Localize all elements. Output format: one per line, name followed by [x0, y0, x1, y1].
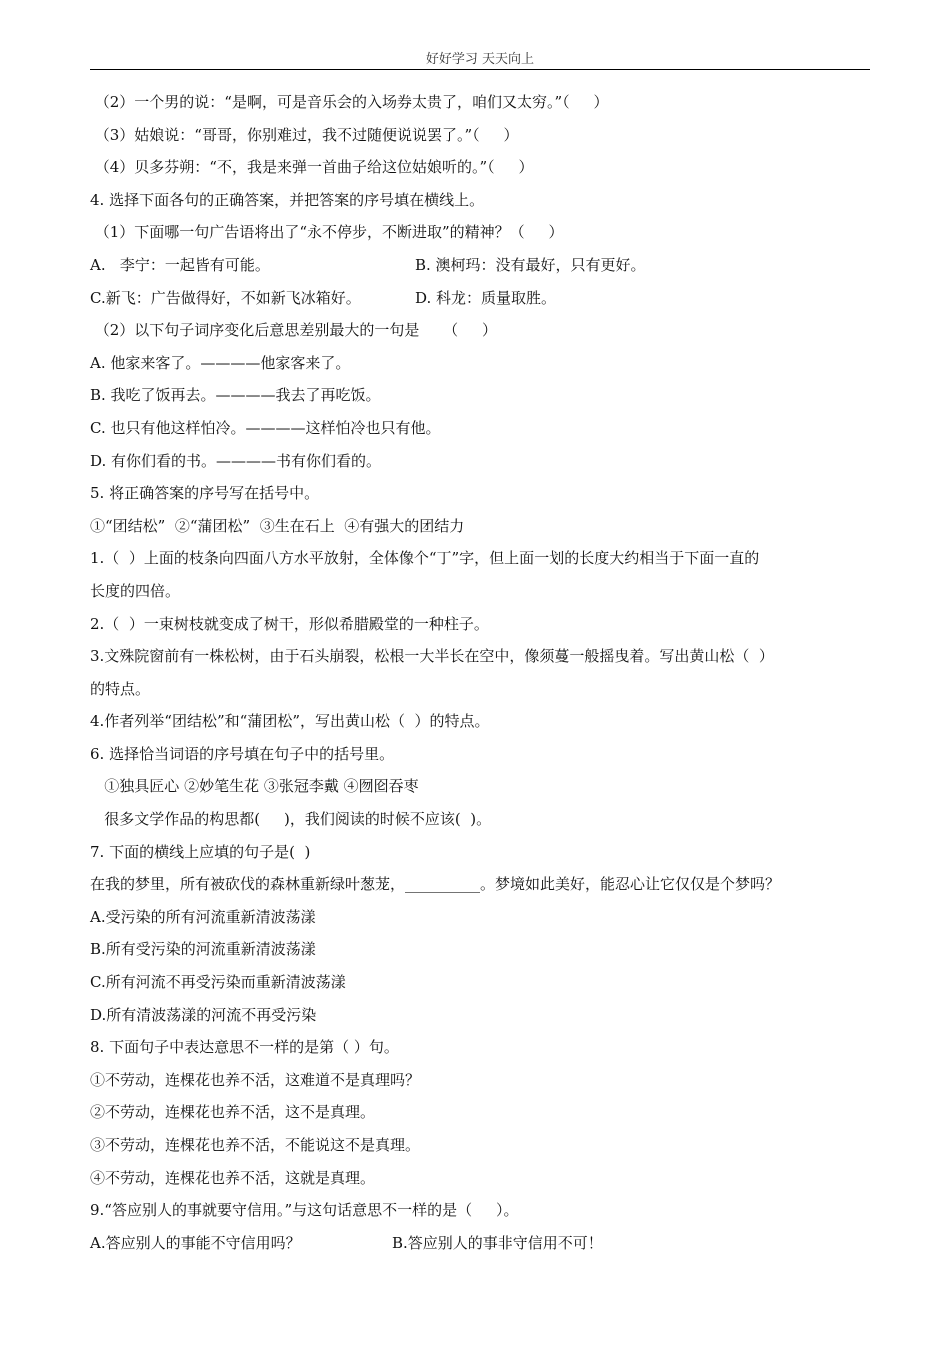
option-a: A.答应别人的事能不守信用吗？ [90, 1233, 301, 1252]
text-line: ①“团结松” ②“蒲团松” ③生在石上 ④有强大的团结力 [90, 516, 465, 535]
question-4-heading: 4. 选择下面各句的正确答案，并把答案的序号填在横线上。 [90, 190, 485, 209]
option-line: ③不劳动，连棵花也养不活，不能说这不是真理。 [90, 1136, 421, 1154]
option-line: D. 有你们看的书。————书有你们看的。 [90, 451, 382, 470]
question-6-heading: 6. 选择恰当词语的序号填在句子中的括号里。 [90, 744, 395, 763]
option-d: D. 科龙：质量取胜。 [415, 288, 557, 307]
text-line: （1）下面哪一句广告语将出了“永不停步，不断进取”的精神？（ ） [90, 223, 564, 242]
option-line: D.所有清波荡漾的河流不再受污染 [90, 1005, 317, 1024]
page-header: 好好学习 天天向上 [425, 52, 535, 67]
q9-options-row [90, 1227, 875, 1260]
option-line: B.所有受污染的河流重新清波荡漾 [90, 940, 316, 959]
text-line: 很多文学作品的构思都( )，我们阅读的时候不应该( )。 [90, 810, 492, 829]
question-9-heading: 9.“答应别人的事就要守信用。”与这句话意思不一样的是（ ）。 [90, 1201, 519, 1220]
option-b: B. 澳柯玛：没有最好，只有更好。 [415, 255, 646, 274]
option-line: ④不劳动，连棵花也养不活，这就是真理。 [90, 1168, 376, 1187]
option-line: C. 也只有他这样怕冷。————这样怕冷也只有他。 [90, 418, 441, 437]
text-line: （4）贝多芬朔：“不，我是来弹一首曲子给这位姑娘听的。”（ ） [90, 158, 534, 177]
text-line: 长度的四倍。 [90, 581, 181, 600]
text-line: 2.（ ）一束树枝就变成了树干，形似希腊殿堂的一种柱子。 [90, 614, 489, 633]
text-line: 3.文殊院窗前有一株松树，由于石头崩裂，松根一大半长在空中，像须蔓一般摇曳着。写出黄山松（ ） [90, 647, 774, 666]
option-line: A. 他家来客了。————他家客来了。 [90, 353, 351, 372]
header-divider [90, 69, 870, 70]
question-8-heading: 8. 下面句子中表达意思不一样的是第（ ）句。 [90, 1038, 399, 1057]
q4-1-options-row-2 [90, 282, 875, 315]
text-line: 1.（ ）上面的枝条向四面八方水平放射，全体像个“丁”字，但上面一划的长度大约相当于下面一直的 [90, 549, 760, 568]
q4-1-options-row-1 [90, 249, 875, 282]
option-line: A.受污染的所有河流重新清波荡漾 [90, 907, 316, 926]
option-b: B.答应别人的事非守信用不可！ [392, 1233, 603, 1252]
text-line: （3）姑娘说：“哥哥，你别难过，我不过随便说说罢了。”（ ） [90, 125, 519, 144]
option-a: A. 李宁：一起皆有可能。 [90, 255, 270, 274]
question-7-heading: 7. 下面的横线上应填的句子是( ) [90, 842, 311, 861]
option-line: ①不劳动，连棵花也养不活，这难道不是真理吗？ [90, 1070, 421, 1089]
text-line: 在我的梦里，所有被砍伐的森林重新绿叶葱茏，__________。梦境如此美好，能忍心让它仅仅是个梦吗？ [90, 875, 781, 894]
option-line: ②不劳动，连棵花也养不活，这不是真理。 [90, 1103, 376, 1122]
option-line: B. 我吃了饭再去。————我去了再吃饭。 [90, 386, 381, 405]
text-line: ①独具匠心 ②妙笔生花 ③张冠李戴 ④囫囵吞枣 [90, 777, 419, 796]
text-line: （2）以下句子词序变化后意思差别最大的一句是 （ ） [90, 321, 497, 340]
option-line: C.所有河流不再受污染而重新清波荡漾 [90, 973, 346, 992]
option-c: C.新飞：广告做得好，不如新飞冰箱好。 [90, 288, 361, 307]
text-line: 的特点。 [90, 679, 151, 698]
text-line: （2）一个男的说：“是啊，可是音乐会的入场券太贵了，咱们又太穷。”（ ） [90, 93, 609, 111]
document-body [90, 86, 875, 1259]
text-line: 4.作者列举“团结松”和“蒲团松”，写出黄山松（ ）的特点。 [90, 712, 490, 731]
question-5-heading: 5. 将正确答案的序号写在括号中。 [90, 484, 320, 503]
